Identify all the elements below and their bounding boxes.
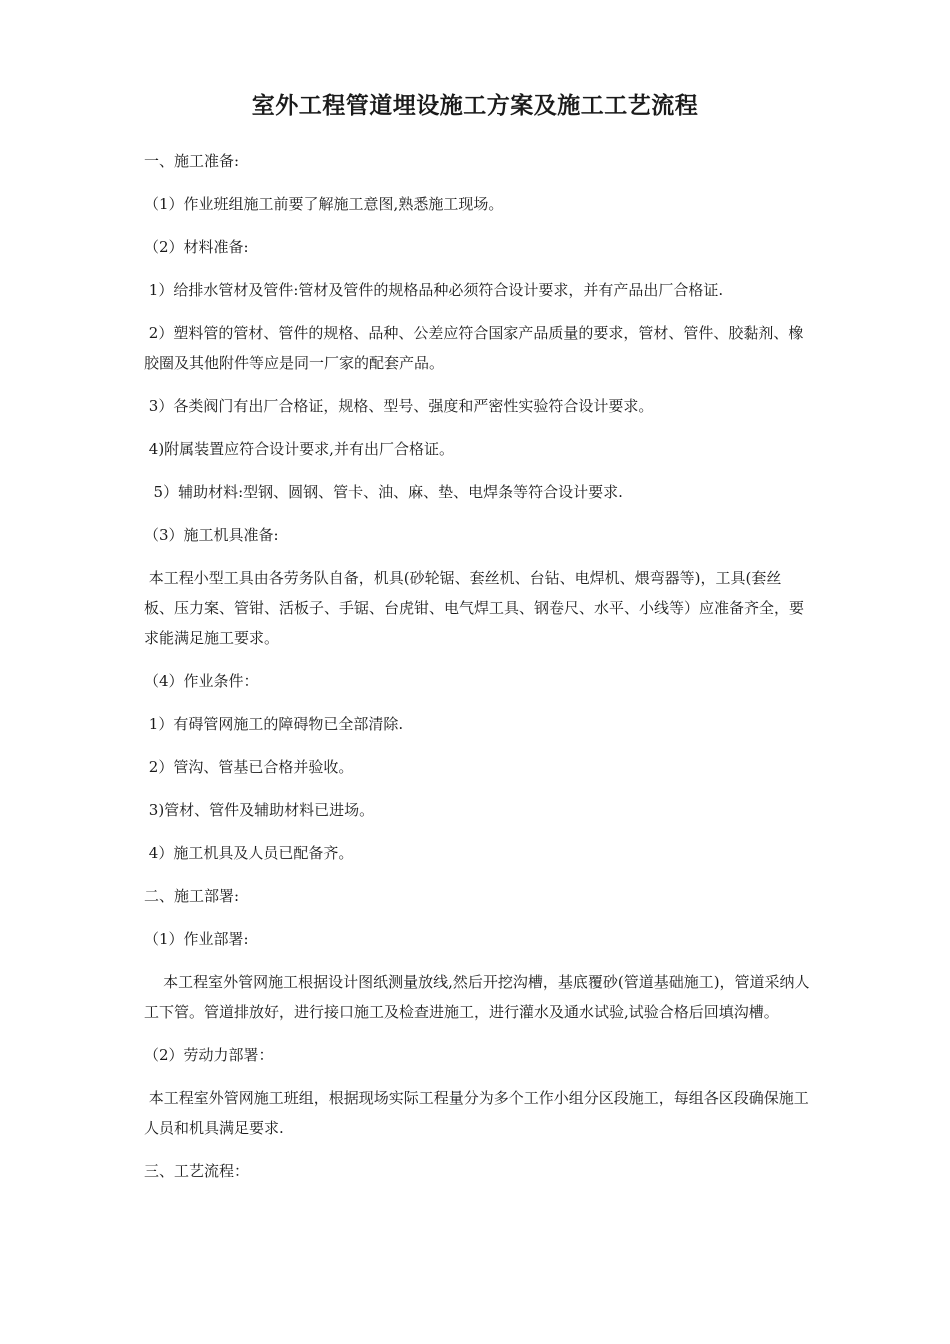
- paragraph-valves: 3）各类阀门有出厂合格证，规格、型号、强度和严密性实验符合设计要求。: [144, 397, 654, 415]
- document-body: [144, 146, 810, 1199]
- paragraph-pipes: 1）给排水管材及管件:管材及管件的规格品种必须符合设计要求，并有产品出厂合格证.: [144, 281, 724, 299]
- subheading-materials: （2）材料准备:: [144, 238, 249, 256]
- subheading-conditions: （4）作业条件：: [144, 672, 259, 690]
- paragraph-staffing: 4）施工机具及人员已配备齐。: [144, 844, 354, 862]
- subheading-work-deployment: （1）作业部署:: [144, 930, 249, 948]
- section-heading-preparation: 一、施工准备:: [144, 152, 240, 170]
- paragraph-plastic-pipes: 2）塑料管的管材、管件的规格、品种、公差应符合国家产品质量的要求，管材、管件、胶黏剂、橡胶圈及其他附件等应是同一厂家的配套产品。: [144, 324, 804, 372]
- paragraph-team-briefing: （1）作业班组施工前要了解施工意图,熟悉施工现场。: [144, 195, 504, 213]
- document-title: 室外工程管道埋设施工方案及施工工艺流程: [251, 92, 699, 119]
- paragraph-work-deployment: 本工程室外管网施工根据设计图纸测量放线,然后开挖沟槽，基底覆砂(管道基础施工)，管道采纳人工下管。管道排放好，进行接口施工及检查进施工，进行灌水及通水试验,试验合格后回填沟槽。: [144, 973, 810, 1021]
- paragraph-accessories: 4)附属装置应符合设计要求,并有出厂合格证。: [144, 440, 454, 458]
- paragraph-auxiliary-materials: 5）辅助材料:型钢、圆钢、管卡、油、麻、垫、电焊条等符合设计要求.: [144, 483, 623, 501]
- subheading-labor-deployment: （2）劳动力部署：: [144, 1046, 274, 1064]
- section-heading-deployment: 二、施工部署:: [144, 887, 240, 905]
- section-heading-process: 三、工艺流程：: [144, 1162, 250, 1180]
- paragraph-trench: 2）管沟、管基已合格并验收。: [144, 758, 354, 776]
- paragraph-materials-onsite: 3)管材、管件及辅助材料已进场。: [144, 801, 375, 819]
- paragraph-obstacles: 1）有碍管网施工的障碍物已全部清除.: [144, 715, 404, 733]
- subheading-tools: （3）施工机具准备:: [144, 526, 279, 544]
- paragraph-tools: 本工程小型工具由各劳务队自备，机具(砂轮锯、套丝机、台钻、电焊机、煨弯器等)，工具(套丝板、压力案、管钳、活板子、手锯、台虎钳、电气焊工具、钢卷尺、水平、小线等）应准备齐全，要求能满足施工要求。: [144, 569, 805, 647]
- paragraph-labor-deployment: 本工程室外管网施工班组，根据现场实际工程量分为多个工作小组分区段施工，每组各区段确保施工人员和机具满足要求.: [144, 1089, 809, 1137]
